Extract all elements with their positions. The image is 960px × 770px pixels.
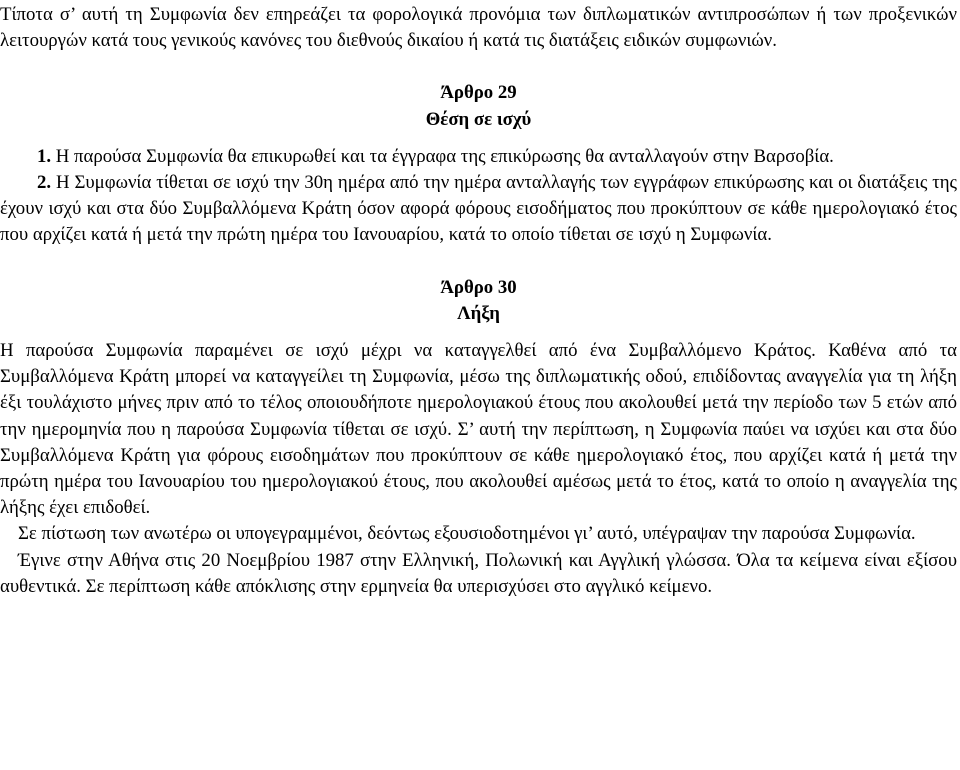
clause-2-text: Η Συμφωνία τίθεται σε ισχύ την 30η ημέρα από την ημέρα ανταλλαγής των εγγράφων επικύρωσης και οι διατάξεις της έχουν ισχύ και στα δύο Συμβαλλόμενα Κράτη όσον αφορά φόρους εισοδήματος που προκύπτουν σε κάθε ημερολογιακό έτος που αρχίζει κατά ή μετά την πρώτη ημέρα του Ιανουαρίου, κατά το οποίο τίθεται σε ισχύ η Συμφωνία.	[0, 172, 957, 246]
done-paragraph: Έγινε στην Αθήνα στις 20 Νοεμβρίου 1987 στην Ελληνική, Πολωνική και Αγγλική γλώσσα. Όλα τα κείμενα είναι εξίσου αυθεντικά. Σε περίπτωση κάθε απόκλισης στην ερμηνεία θα υπερισχύσει στο αγγλικό κείμενο.	[0, 549, 957, 597]
intro-paragraph: Τίποτα σ’ αυτή τη Συμφωνία δεν επηρεάζει τα φορολογικά προνόμια των διπλωματικών αντιπροσώπων ή των προξενικών λειτουργών κατά τους γενικούς κανόνες του διεθνούς δικαίου ή κατά τις διατάξεις ειδικών συμφωνιών.	[0, 4, 957, 52]
article-30-heading: Άρθρο 30	[440, 276, 517, 298]
article-29-title: Θέση σε ισχύ	[425, 108, 532, 130]
article-29-clause-2	[0, 170, 957, 249]
article-29-clause-1	[0, 144, 957, 170]
article-29-heading: Άρθρο 29	[440, 82, 517, 104]
document-body	[0, 2, 957, 600]
article-30-title: Λήξη	[457, 302, 500, 324]
witness-paragraph: Σε πίστωση των ανωτέρω οι υπογεγραμμένοι, δεόντως εξουσιοδοτημένοι γι’ αυτό, υπέγραψαν την παρούσα Συμφωνία.	[18, 523, 916, 545]
clause-1-text: Η παρούσα Συμφωνία θα επικυρωθεί και τα έγγραφα της επικύρωσης θα ανταλλαγούν στην Βαρσοβία.	[51, 145, 834, 167]
article-30-paragraph: Η παρούσα Συμφωνία παραμένει σε ισχύ μέχρι να καταγγελθεί από ένα Συμβαλλόμενο Κράτος. Καθένα από τα Συμβαλλόμενα Κράτη μπορεί να καταγγείλει τη Συμφωνία, μέσω της διπλωματικής οδού, επιδίδοντας αναγγελία για τη λήξη έξι τουλάχιστο μήνες πριν από το τέλος οποιουδήποτε ημερολογιακού έτους που ακολουθεί μετά την περίοδο των 5 ετών από την ημερομηνία που η παρούσα Συμφωνία τίθεται σε ισχύ. Σ’ αυτή την περίπτωση, η Συμφωνία παύει να ισχύει και στα δύο Συμβαλλόμενα Κράτη για φόρους εισοδημάτων που προκύπτουν σε κάθε ημερολογιακό έτος, που αρχίζει κατά ή μετά την πρώτη ημέρα του Ιανουαρίου του ημερολογιακού έτους, που ακολουθεί αμέσως μετά το έτος, κατά το οποίο η αναγγελία της λήξης έχει επιδοθεί.	[0, 340, 957, 519]
clause-1-number: 1.	[37, 145, 52, 167]
clause-2-number: 2.	[37, 172, 52, 194]
